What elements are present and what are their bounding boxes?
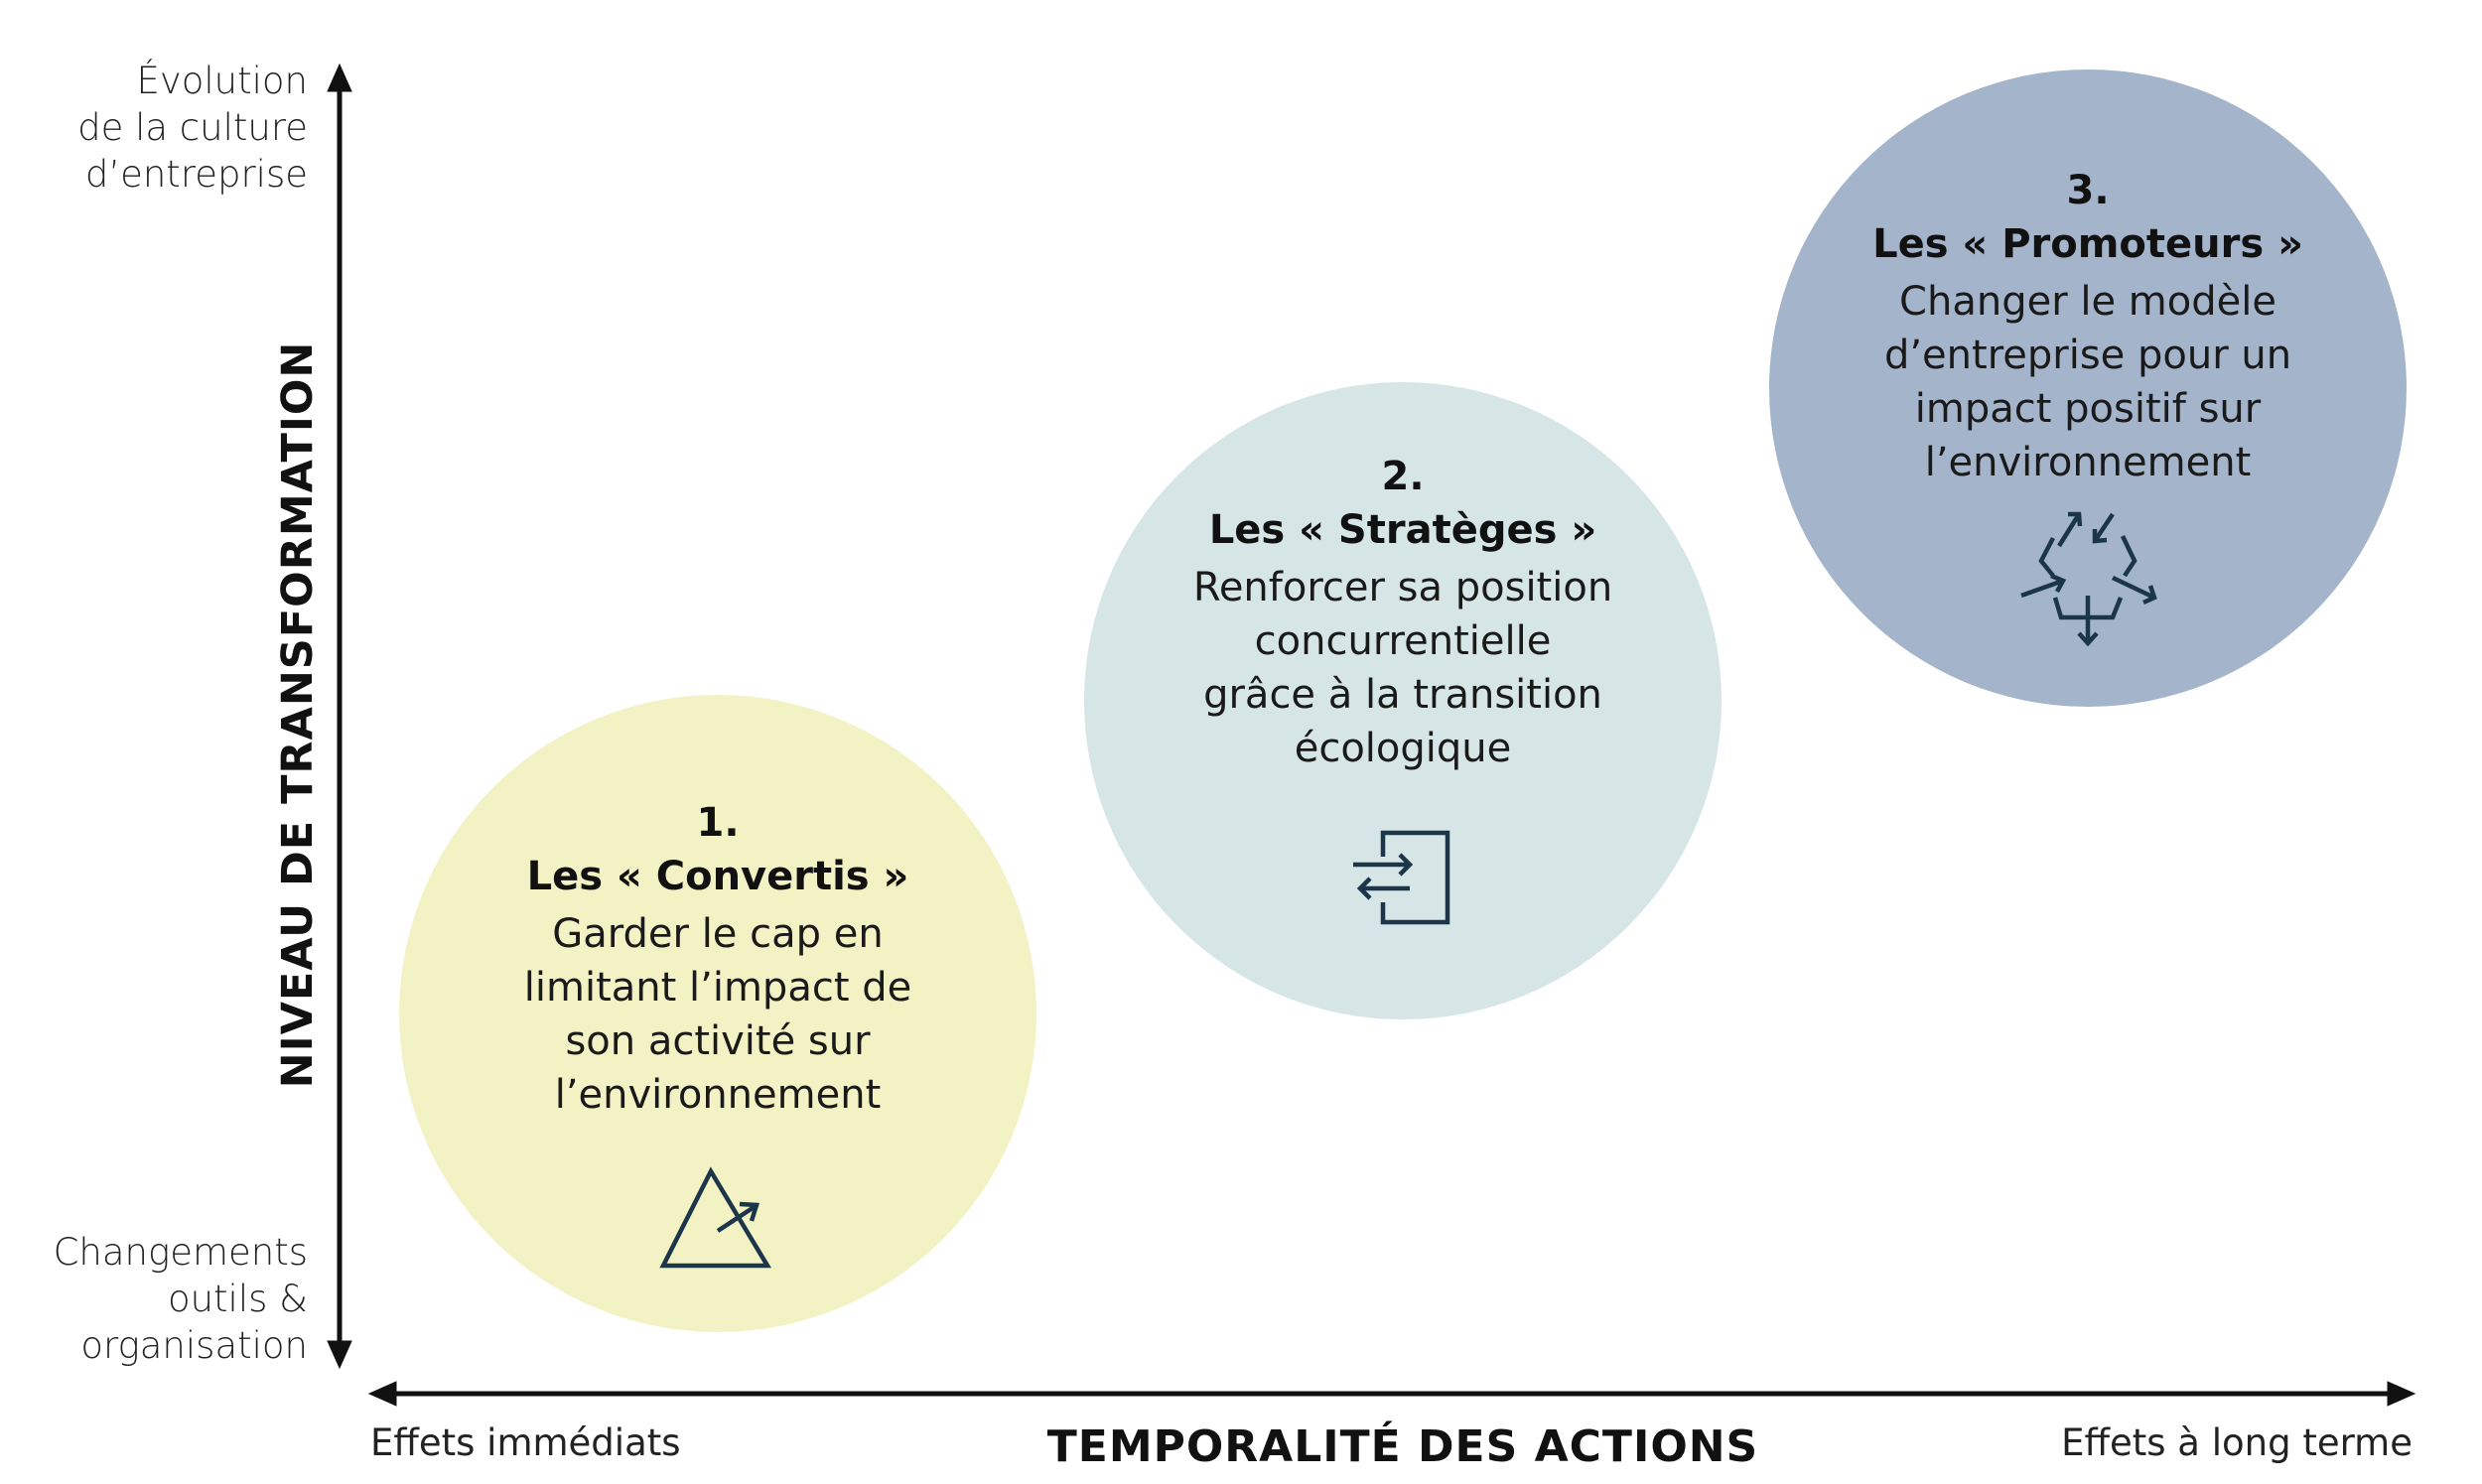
profile-description: Garder le cap en limitant l’impact de son activité sur l’environnement (523, 911, 912, 1118)
triangle-arrow-icon (658, 1166, 777, 1276)
x-axis-arrow-right (2388, 1382, 2414, 1406)
y-axis-top-label: Évolution de la culture d’entreprise (77, 60, 308, 196)
y-axis-bottom-label: Changements outils & organisation (53, 1231, 308, 1367)
profile-text (399, 796, 1036, 1122)
x-axis-left-label: Effets immédiats (370, 1421, 681, 1464)
profile-description: Changer le modèle d’entreprise pour un impact positif sur l’environnement (1883, 279, 2292, 485)
profile-name: Les « Stratèges » (1208, 507, 1597, 553)
exchange-arrows-icon (1348, 827, 1457, 936)
x-axis-arrow-left (369, 1382, 396, 1406)
profile-circle-strateges (1084, 382, 1722, 1019)
profile-name: Les « Promoteurs » (1872, 221, 2303, 267)
y-axis-title: NIVEAU DE TRANSFORMATION (273, 340, 323, 1089)
profile-name: Les « Convertis » (526, 854, 909, 899)
x-axis-title: TEMPORALITÉ DES ACTIONS (1046, 1421, 1759, 1472)
y-axis-arrow-down (328, 1341, 351, 1368)
profile-number: 1. (696, 800, 740, 846)
profile-text (1084, 450, 1722, 775)
x-axis-right-label: Effets à long terme (2061, 1421, 2413, 1464)
profile-description: Renforcer sa position concurrentielle grâce à la transition écologique (1192, 565, 1613, 771)
profile-number: 3. (2066, 168, 2110, 213)
y-axis-arrow-up (328, 65, 351, 91)
profile-text (1769, 164, 2407, 489)
profile-circle-promoteurs (1769, 69, 2407, 707)
profile-circle-convertis (399, 695, 1036, 1332)
recycle-icon (2013, 506, 2162, 650)
profile-number: 2. (1381, 454, 1425, 499)
